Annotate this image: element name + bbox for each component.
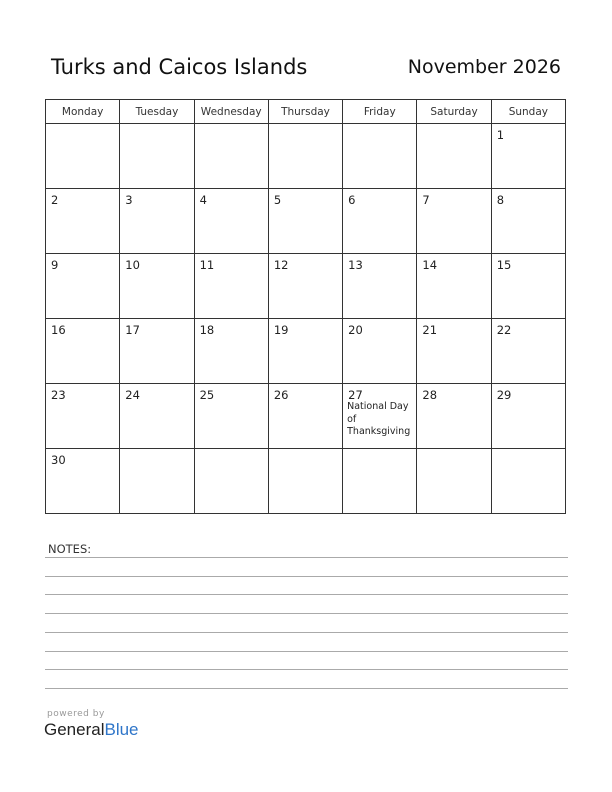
- day-number: 28: [422, 388, 438, 402]
- week-row: [46, 254, 566, 319]
- day-cell: [343, 319, 417, 384]
- day-cell: [343, 124, 417, 189]
- day-cell: [120, 124, 194, 189]
- week-row: [46, 384, 566, 449]
- day-cell: [194, 449, 268, 514]
- day-number: 9: [51, 258, 59, 272]
- day-cell: [46, 124, 120, 189]
- week-row: [46, 124, 566, 189]
- weekday-sunday: Sunday: [491, 100, 565, 124]
- day-cell: [120, 254, 194, 319]
- day-number: 2: [51, 193, 59, 207]
- day-number: 11: [199, 258, 215, 272]
- day-cell: [343, 384, 417, 449]
- calendar-grid: [45, 99, 566, 514]
- notes-line: [45, 594, 568, 595]
- day-cell: [268, 449, 342, 514]
- day-cell: [491, 384, 565, 449]
- notes-line: [45, 669, 568, 670]
- holiday-label: National Day of Thanksgiving: [347, 401, 411, 437]
- month-title: November 2026: [407, 56, 561, 78]
- notes-line: [45, 688, 568, 689]
- day-number: 25: [199, 388, 215, 402]
- day-cell: [194, 319, 268, 384]
- day-cell: [491, 189, 565, 254]
- day-cell: [343, 254, 417, 319]
- day-cell: [120, 384, 194, 449]
- day-cell: [417, 189, 491, 254]
- week-row: [46, 319, 566, 384]
- brand-general: General: [44, 720, 105, 739]
- day-number: 14: [422, 258, 438, 272]
- day-number: 30: [51, 453, 66, 467]
- day-number: 6: [348, 193, 356, 207]
- day-number: 23: [51, 388, 66, 402]
- day-number: 13: [348, 258, 363, 272]
- day-cell: [491, 254, 565, 319]
- weekday-tuesday: Tuesday: [120, 100, 194, 124]
- day-cell: [268, 319, 342, 384]
- day-cell: [268, 384, 342, 449]
- day-cell: [417, 124, 491, 189]
- powered-by-text: powered by: [47, 709, 105, 719]
- day-number: 27: [348, 388, 363, 402]
- day-cell: [417, 449, 491, 514]
- day-number: 4: [199, 193, 207, 207]
- day-number: 19: [273, 323, 289, 337]
- day-number: 3: [125, 193, 133, 207]
- day-cell: [491, 319, 565, 384]
- country-title: Turks and Caicos Islands: [51, 55, 308, 79]
- day-number: 26: [273, 388, 289, 402]
- day-cell: [417, 254, 491, 319]
- notes-line: [45, 557, 568, 558]
- day-number: 21: [422, 323, 438, 337]
- day-cell: [194, 254, 268, 319]
- day-cell: [194, 384, 268, 449]
- week-row: [46, 189, 566, 254]
- weekday-wednesday: Wednesday: [194, 100, 268, 124]
- notes-line: [45, 651, 568, 652]
- day-cell: [417, 384, 491, 449]
- day-number: 16: [51, 323, 66, 337]
- weekday-thursday: Thursday: [268, 100, 342, 124]
- brand-logo: [44, 720, 139, 740]
- day-cell: [46, 449, 120, 514]
- day-cell: [46, 189, 120, 254]
- weekday-header-row: [46, 100, 566, 124]
- day-number: 17: [125, 323, 140, 337]
- day-number: 8: [496, 193, 505, 207]
- day-number: 29: [496, 388, 512, 402]
- day-cell: [46, 254, 120, 319]
- day-cell: [120, 319, 194, 384]
- day-cell: [194, 189, 268, 254]
- notes-line: [45, 576, 568, 577]
- day-number: 1: [496, 128, 505, 142]
- notes-label: NOTES:: [48, 542, 92, 556]
- notes-line: [45, 613, 568, 614]
- day-cell: [268, 254, 342, 319]
- notes-line: [45, 632, 568, 633]
- day-number: 20: [348, 323, 363, 337]
- day-number: 22: [496, 323, 512, 337]
- day-number: 12: [273, 258, 289, 272]
- day-cell: [343, 449, 417, 514]
- day-cell: [120, 449, 194, 514]
- week-row: [46, 449, 566, 514]
- day-number: 18: [199, 323, 215, 337]
- weekday-monday: Monday: [46, 100, 120, 124]
- day-cell: [491, 124, 565, 189]
- brand-blue: Blue: [104, 720, 139, 739]
- day-cell: [491, 449, 565, 514]
- day-cell: [194, 124, 268, 189]
- day-number: 24: [125, 388, 140, 402]
- weekday-friday: Friday: [343, 100, 417, 124]
- day-cell: [268, 124, 342, 189]
- day-cell: [268, 189, 342, 254]
- day-number: 7: [422, 193, 430, 207]
- day-cell: [417, 319, 491, 384]
- day-cell: [343, 189, 417, 254]
- day-number: 5: [273, 193, 282, 207]
- day-cell: [120, 189, 194, 254]
- day-cell: [46, 319, 120, 384]
- day-cell: [46, 384, 120, 449]
- weekday-saturday: Saturday: [417, 100, 491, 124]
- day-number: 15: [496, 258, 512, 272]
- day-number: 10: [125, 258, 140, 272]
